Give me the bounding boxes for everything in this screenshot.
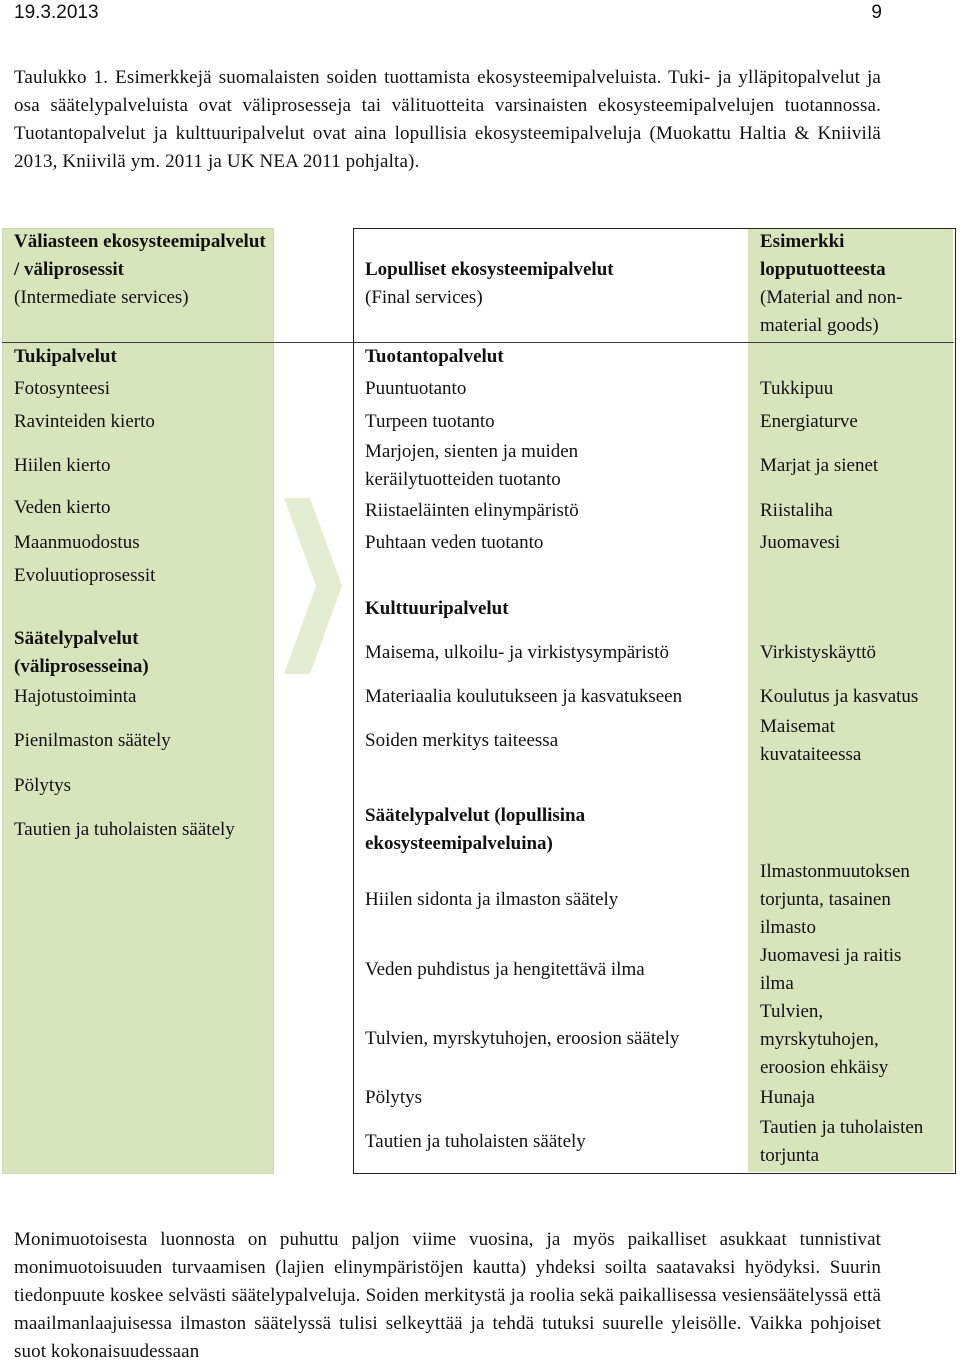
left-item: Hajotustoiminta (14, 686, 137, 707)
final-regulation-title: Säätelypalvelut (lopullisina ekosysteemipalveluina) (365, 805, 586, 854)
right-item: Maisemat kuvataiteessa (760, 716, 862, 765)
right-item: Koulutus ja kasvatus (760, 686, 919, 707)
right-item: Marjat ja sienet (760, 455, 879, 476)
header-final: Lopulliset ekosysteemipalvelut (Final services) (365, 259, 614, 308)
right-item: Tulvien, myrskytuhojen, eroosion ehkäisy (760, 1001, 889, 1078)
right-item: Hunaja (760, 1087, 815, 1108)
cultural-services-title: Kulttuuripalvelut (365, 598, 509, 619)
middle-item: Veden puhdistus ja hengitettävä ilma (365, 959, 645, 980)
arrow-right-icon (284, 498, 344, 674)
right-item: Juomavesi ja raitis ilma (760, 945, 902, 994)
right-item: Tautien ja tuholaisten torjunta (760, 1117, 924, 1166)
page-date: 19.3.2013 (14, 2, 99, 23)
right-item: Tukkipuu (760, 378, 834, 399)
left-item: Pienilmaston säätely (14, 730, 171, 751)
middle-item: Riistaeläinten elinympäristö (365, 500, 579, 521)
left-item: Veden kierto (14, 497, 111, 518)
left-item: Hiilen kierto (14, 455, 111, 476)
left-item: Evoluutioprosessit (14, 565, 156, 586)
intermediate-regulation-title: Säätelypalvelut (väliprosesseina) (14, 628, 149, 677)
left-item: Tautien ja tuholaisten säätely (14, 819, 235, 840)
header-goods: Esimerkki lopputuotteesta (Material and non-material goods) (760, 231, 903, 336)
page-number: 9 (871, 2, 882, 23)
body-paragraph: Monimuotoisesta luonnosta on puhuttu paljon viime vuosina, ja myös paikalliset asukkaat tunnistivat monimuotoisuuden turvaamisen (lajien elinympäristöjen kautta) yhdeksi soilta saatavaksi hyödyksi. Suurin tiedonpuute koskee selvästi säätelypalveluja. Soiden merkitystä ja roolia sekä paikallisessa vesiensäätelyssä että maailmanlaajuisessa ilmaston säätelyssä tulisi selkeyttää ja tehdä tutuksi suurelle yleisölle. Vaikka pohjoiset suot kokonaisuudessaan (14, 1229, 881, 1362)
middle-item: Materiaalia koulutukseen ja kasvatukseen (365, 686, 683, 707)
left-item: Pölytys (14, 775, 72, 796)
middle-item: Maisema, ulkoilu- ja virkistysympäristö (365, 642, 669, 663)
right-item: Virkistyskäyttö (760, 642, 877, 663)
middle-item: Soiden merkitys taiteessa (365, 730, 559, 751)
middle-item: Puhtaan veden tuotanto (365, 532, 544, 553)
right-item: Juomavesi (760, 532, 841, 553)
left-item: Ravinteiden kierto (14, 411, 155, 432)
left-item: Fotosynteesi (14, 378, 111, 399)
right-item: Ilmastonmuutoksen torjunta, tasainen ilmasto (760, 861, 910, 938)
middle-item: Puuntuotanto (365, 378, 467, 399)
left-item: Maanmuodostus (14, 532, 140, 553)
right-item: Riistaliha (760, 500, 833, 521)
provisioning-services-title: Tuotantopalvelut (365, 346, 504, 367)
header-intermediate: Väliasteen ekosysteemipalvelut / väliprosessit (Intermediate services) (14, 231, 266, 308)
support-services-title: Tukipalvelut (14, 346, 117, 367)
middle-item: Turpeen tuotanto (365, 411, 495, 432)
middle-item: Hiilen sidonta ja ilmaston säätely (365, 889, 619, 910)
middle-item: Marjojen, sienten ja muiden keräilytuotteiden tuotanto (365, 441, 579, 490)
middle-item: Tulvien, myrskytuhojen, eroosion säätely (365, 1028, 680, 1049)
middle-item: Tautien ja tuholaisten säätely (365, 1131, 586, 1152)
right-item: Energiaturve (760, 411, 858, 432)
table-caption: Taulukko 1. Esimerkkejä suomalaisten soiden tuottamista ekosysteemipalveluista. Tuki- ja ylläpitopalvelut ja osa säätelypalveluista ovat väliprosesseja tai välituotteita varsinaisten ekosysteemipalvelujen tuotannossa. Tuotantopalvelut ja kulttuuripalvelut ovat aina lopullisia ekosysteemipalveluja (Muokattu Haltia & Kniivilä 2013, Kniivilä ym. 2011 ja UK NEA 2011 pohjalta). (14, 67, 881, 172)
middle-item: Pölytys (365, 1087, 423, 1108)
